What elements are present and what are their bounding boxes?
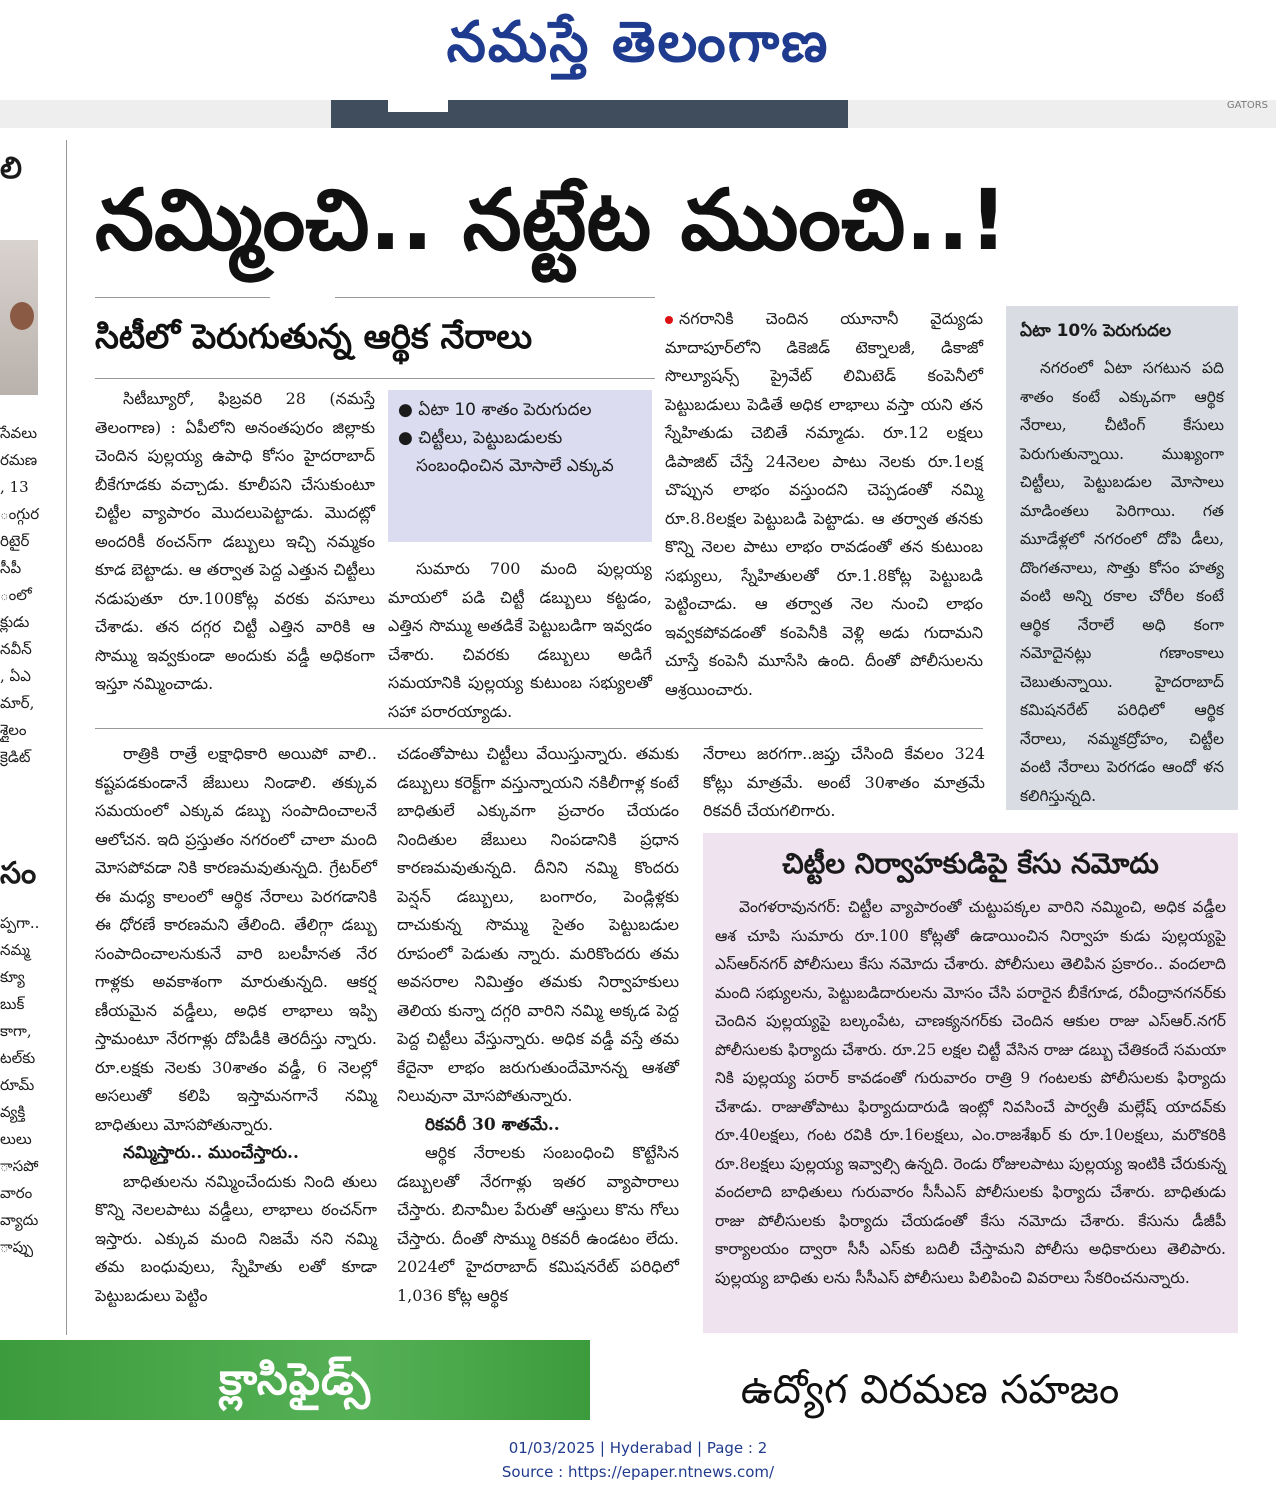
section-subheading: రికవరీ 30 శాతమే.. — [425, 1114, 560, 1135]
sidebar-heading: ఏటా 10% పెరుగుదల — [1020, 321, 1172, 341]
article-column-1-bottom — [95, 740, 377, 1310]
headline-rule — [335, 297, 655, 298]
page-footer — [0, 1436, 1276, 1484]
section-subheading: నమ్మిస్తారు.. ముంచేస్తారు.. — [123, 1143, 299, 1163]
highlight-item-text: చిట్టీలు, పెట్టుబడులకు సంబంధించిన మోసాలే ఎక్కువ — [416, 428, 614, 476]
paragraph: సిటీబ్యూరో, ఫిబ్రవరి 28 (నమస్తే తెలంగాణ) : ఏపీలోని అనంతపురం జిల్లాకు చెందిన పుల్లయ్య ఉపాధి కోసం హైదరాబాద్ బీకేగూడకు వచ్చాడు. కూలీపని చేసుకుంటూ చిట్టీల వ్యాపారం మొదలుపెట్టాడు. మొదట్లో అందరికీ ఠంచన్‌గా డబ్బులు ఇచ్చి నమ్మకం కూడ బెట్టాడు. ఆ తర్వాత పెద్ద ఎత్తున చిట్టీలు నడుపుతూ రూ.100కోట్ల వరకు వసూలు చేశాడు. తన దగ్గర చిట్టీ ఎత్తిన వారికి ఆ సొమ్ము ఇవ్వకుండా అందుకు వడ్డీ అధికంగా ఇస్తూ నమ్మించాడు. — [95, 389, 375, 693]
paragraph: ఆర్థిక నేరాలకు సంబంధించి కొట్టేసిన డబ్బులతో నేరగాళ్లు ఇతర వ్యాపారాలు చేస్తారు. బినామీల పేరుతో ఆస్తులు కొను గోలు చేస్తారు. దీంతో సొమ్ము రికవరీ ఉండటం లేదు. 2024లో హైదరాబాద్ కమిషనరేట్ పరిధిలో 1,036 కోట్ల ఆర్థిక — [397, 1143, 679, 1305]
adjacent-line: క్యూ — [0, 968, 25, 986]
adjacent-heading-1: లి — [0, 151, 22, 186]
paragraph: చడంతోపాటు చిట్టీలు వేయిస్తున్నారు. తమకు డబ్బులు కరెక్ట్‌గా వస్తున్నాయని నకిలీగాళ్ల కంటే బాధితులే ఎక్కువగా ప్రచారం చేయడం నిందితుల జేబులు నింపడానికి ప్రధాన కారణమవుతున్నది. దీనిని నమ్మి కొందరు పెన్షన్ డబ్బులు, బంగారం, పెండ్లిళ్లకు దాచుకున్న సొమ్ము సైతం పెట్టుబడుల రూపంలో పెడుతు న్నారు. మరికొందరు తమ అవసరాల నిమిత్తం తమకు నిర్వాహకులు తెలియ కున్నా దగ్గరి వారిని నమ్మి అక్కడ పెద్ద పెద్ద చిట్టీలు వేస్తున్నారు. అధిక వడ్డీ వస్తే తమ కేదైనా లాభం జరుగుతుందేమోనన్న ఆశతో నిలువునా మోసపోతున్నారు. — [397, 744, 679, 1105]
adjacent-line: రూమ్ — [0, 1076, 35, 1094]
adjacent-line: రిటైర్ — [0, 532, 30, 550]
banner-strip-text: GATORS — [1226, 100, 1268, 111]
adjacent-line: వ్యక్తి — [0, 1103, 26, 1121]
adjacent-line: కాగా, — [0, 1022, 32, 1040]
related-news-box — [703, 833, 1238, 1333]
adjacent-line: శ్లైలం — [0, 721, 27, 739]
banner-strip — [0, 100, 1276, 128]
column-divider — [66, 140, 67, 1335]
adjacent-line: ప్పగా.. — [0, 914, 40, 932]
adjacent-heading-2: సం — [0, 856, 37, 891]
adjacent-line: నమ్మ — [0, 941, 30, 959]
adjacent-line: ంలో — [0, 586, 32, 604]
paragraph: సుమారు 700 మంది పుల్లయ్య మాయలో పడి చిట్టీ డబ్బులు కట్టడం, ఎత్తిన సొమ్ము అతడికే పెట్టుబడిగా ఇవ్వడం చేశారు. చివరకు డబ్బులు అడిగే సమయానికి పుల్లయ్య కుటుంబ సభ్యులతో సహా పరారయ్యాడు. — [388, 559, 652, 721]
adjacent-line: నవీన్ — [0, 640, 32, 658]
headline-rule — [95, 297, 270, 298]
adjacent-photo — [0, 240, 38, 395]
article-subhead: సిటీలో పెరుగుతున్న ఆర్థిక నేరాలు — [95, 317, 533, 357]
paragraph — [665, 305, 983, 704]
paragraph-text: నగరానికి చెందిన యూనానీ వైద్యుడు మాదాపూర్‌లోని డికెజిడ్ టెక్నాలజీ, డికాజో సొల్యూషన్స్ ప్రైవేట్ లిమిటెడ్ కంపెనీలో పెట్టుబడులు పెడితే అధిక లాభాలు వస్తా యని తన స్నేహితుడు చెబితే నమ్మాడు. రూ.12 లక్షలు డిపాజిట్ చేస్తే 24నెలల పాటు నెలకు రూ.1లక్ష చొప్పున లాభం వస్తుందని చెప్పడంతో నమ్మి రూ.8.8లక్షల పెట్టుబడి పెట్టాడు. ఆ తర్వాత తనకు కొన్ని నెలల పాటు లాభం రావడంతో తన కుటుంబ సభ్యులు, స్నేహితులతో రూ.1.8కోట్ల పెట్టుబడి పెట్టించాడు. ఆ తర్వాత నెల నుంచి లాభం ఇవ్వకపోవడంతో కంపెనీకి వెళ్లి అడు గుదామని చూస్తే కంపెనీ మూసేసి ఉంది. దీంతో పోలీసులను ఆశ్రయించారు. — [665, 309, 983, 699]
article-column-2-bottom — [397, 740, 679, 1310]
adjacent-line: మార్, — [0, 694, 35, 712]
banner-strip-chip — [388, 100, 448, 112]
paragraph: బాధితులను నమ్మించేందుకు నింది తులు కొన్ని నెలలపాటు వడ్డీలు, లాభాలు ఠంచన్‌గా ఇస్తారు. ఎక్కువ మంది నిజమే నని నమ్మి తమ బంధువులు, స్నేహితు లతో కూడా పెట్టుబడులు పెట్టిం — [95, 1171, 377, 1305]
subhead-rule — [95, 378, 655, 379]
highlight-box — [388, 390, 652, 542]
adjacent-line: టల్‌కు — [0, 1049, 36, 1067]
footer-source-link[interactable]: Source : https://epaper.ntnews.com/ — [501, 1463, 775, 1481]
adjacent-lines-1 — [0, 420, 39, 771]
person-photo — [10, 302, 34, 330]
footer-date-page: 01/03/2025 | Hyderabad | Page : 2 — [508, 1439, 768, 1457]
sidebar-text: నగరంలో ఏటా సగటున పది శాతం కంటే ఎక్కువగా ఆర్థిక నేరాలు, చీటింగ్ కేసులు పెరుగుతున్నాయి. ముఖ్యంగా చిట్టీలు, పెట్టుబడుల మోసాలు మాడింతలు పెరిగాయి. గత మూడేళ్లలో నగరంలో దోపి డీలు, దొంగతనాలు, సొత్తు కోసం హత్య వంటి అన్ని రకాల చోరీల కంటే ఆర్థిక నేరాలే అధి కంగా నమోదైనట్లు గణాంకాలు చెబుతున్నాయి. హైదరాబాద్ కమిషనరేట్ పరిధిలో ఆర్థిక నేరాలు, నమ్మకద్రోహం, చిట్టీల వంటి నేరాలు పెరగడం ఆందో ళన కలిగిస్తున్నది. — [1020, 359, 1224, 805]
adjacent-line: ాసపో — [0, 1157, 39, 1175]
related-news-heading: చిట్టీల నిర్వాహకుడిపై కేసు నమోదు — [782, 847, 1159, 880]
classifieds-banner: క్లాసిఫైడ్స్ — [0, 1340, 590, 1420]
adjacent-line: , ఏఎ — [0, 667, 31, 685]
adjacent-line: సేవలు — [0, 424, 38, 442]
adjacent-line: వారం — [0, 1184, 33, 1202]
article-column-1-top — [95, 385, 375, 699]
article-column-2-top — [388, 555, 652, 726]
paragraph: నేరాలు జరగగా..జప్తు చేసింది కేవలం 324 కోట్లు మాత్రమే. అంటే 30శాతం మాత్రమే రికవరీ చేయగలిగారు. — [703, 744, 985, 820]
adjacent-line: , 13 — [0, 478, 29, 496]
retirement-headline: ఉద్యోగ విరమణ సహజం — [740, 1367, 1120, 1413]
article-column-3-bottom — [703, 740, 985, 826]
adjacent-line: సీపీ — [0, 559, 22, 577]
adjacent-line: ంగ్గుర — [0, 505, 40, 523]
masthead-logo: నమస్తే తెలంగాణ — [446, 10, 830, 75]
article-headline: నమ్మించి.. నట్టేట ముంచి..! — [95, 171, 1008, 269]
adjacent-line: ాప్పు — [0, 1238, 34, 1256]
paragraph: రాత్రికి రాత్రే లక్షాధికారి అయిపో వాలి.. కష్టపడకుండానే జేబులు నిండాలి. తక్కువ సమయంలో ఎక్కువ డబ్బు సంపాదించాలనే ఆలోచన. ఇది ప్రస్తుతం నగరంలో చాలా మంది మోసపోవడా నికి కారణమవుతున్నది. గ్రేటర్‌లో ఈ మధ్య కాలంలో ఆర్థిక నేరాలు పెరగడానికి ఈ ధోరణే కారణమని తేలింది. తేలిగ్గా డబ్బు సంపాదించాలనుకునే వారి బలహీనత నేర గాళ్లకు అవకాశంగా మారుతున్నది. ఆకర్ష ణీయమైన వడ్డీలు, అధిక లాభాలు ఇప్పి స్తామంటూ నేరగాళ్లు దోపిడీకి తెరదీస్తు న్నారు. రూ.లక్షకు నెలకు 30శాతం వడ్డీ, 6 నెలల్లో అసలుతో కలిపి ఇస్తామనగానే నమ్మి బాధితులు మోసపోతున్నారు. — [95, 744, 377, 1134]
adjacent-lines-2 — [0, 910, 39, 1261]
stats-sidebar-box — [1006, 306, 1238, 810]
highlight-item-text: ఏటా 10 శాతం పెరుగుదల — [418, 400, 592, 420]
adjacent-line: క్రెడిట్ — [0, 748, 31, 766]
section-rule — [95, 728, 983, 729]
adjacent-line: క్లుడు — [0, 613, 30, 631]
highlight-item-1: ● ఏటా 10 శాతం పెరుగుదల — [398, 400, 592, 420]
highlight-item-2: ● చిట్టీలు, పెట్టుబడులకు సంబంధించిన మోసాలే ఎక్కువ — [398, 428, 614, 476]
adjacent-line: రమణ — [0, 451, 38, 469]
adjacent-line: బుక్ — [0, 995, 25, 1013]
adjacent-line: వ్యాదు — [0, 1211, 39, 1229]
article-column-3-top — [665, 305, 983, 704]
related-news-text: వెంగళరావునగర్: చిట్టీల వ్యాపారంతో చుట్టుపక్కల వారిని నమ్మించి, అధిక వడ్డీల ఆశ చూపి సుమారు రూ.100 కోట్లతో ఉడాయించిన నిర్వాహ కుడు పుల్లయ్యపై ఎస్‌ఆర్‌నగర్ పోలీసులు కేసు నమోదు చేశారు. పోలీసులు తెలిపిన ప్రకారం.. వందలాది మంది సభ్యులను, పెట్టుబడిదారులను మోసం చేసి పరారైన బీకేగూడ, రవీంద్రానగనర్‌కు చెందిన పుల్లయ్యపై బల్కంపేట, చాణక్యనగర్‌కు చెందిన ఆకుల రాజు ఎస్‌ఆర్.నగర్ పోలీసులకు ఫిర్యాదు చేశారు. రూ.25 లక్షల చిట్టీ వేసిన రాజు డబ్బు చేతికందే సమయా నికి పుల్లయ్య పరార్ కావడంతో గురువారం రాత్రి 9 గంటలకు పోలీసులకు ఫిర్యాదు చేశాడు. రాజుతోపాటు ఫిర్యాదుదారుడి ఇంట్లో నివసించే పార్వతీ మల్లేష్ యాదవ్‌కు రూ.40లక్షలు, గంట రవికి రూ.16లక్షలు, ఎం.రాజశేఖర్ కు రూ.10లక్షలు, మరొకరికి రూ.8లక్షలు పుల్లయ్య ఇవ్వాల్సి ఉన్నది. రెండు రోజులపాటు పుల్లయ్య ఇంటికి చేరుకున్న వందలాది బాధితులు గురువారం సీసీఎస్ పోలీసులకు ఫిర్యాదు చేశారు. బాధితుడు రాజు పోలీసులకు ఫిర్యాదు చేయడంతో కేసు నమోదు చేశారు. కేసును డీజీపీ కార్యాలయం ద్వారా సీసీ ఎస్‌కు బదిలీ చేస్తామని పోలీసు అధికారులు తెలిపారు. పుల్లయ్య బాధితు లను సీసీఎస్ పోలీసులు పిలిపించి వివరాలు సేకరించనున్నారు. — [715, 898, 1226, 1287]
bullet-icon — [665, 316, 673, 324]
adjacent-line: లులు — [0, 1130, 32, 1148]
